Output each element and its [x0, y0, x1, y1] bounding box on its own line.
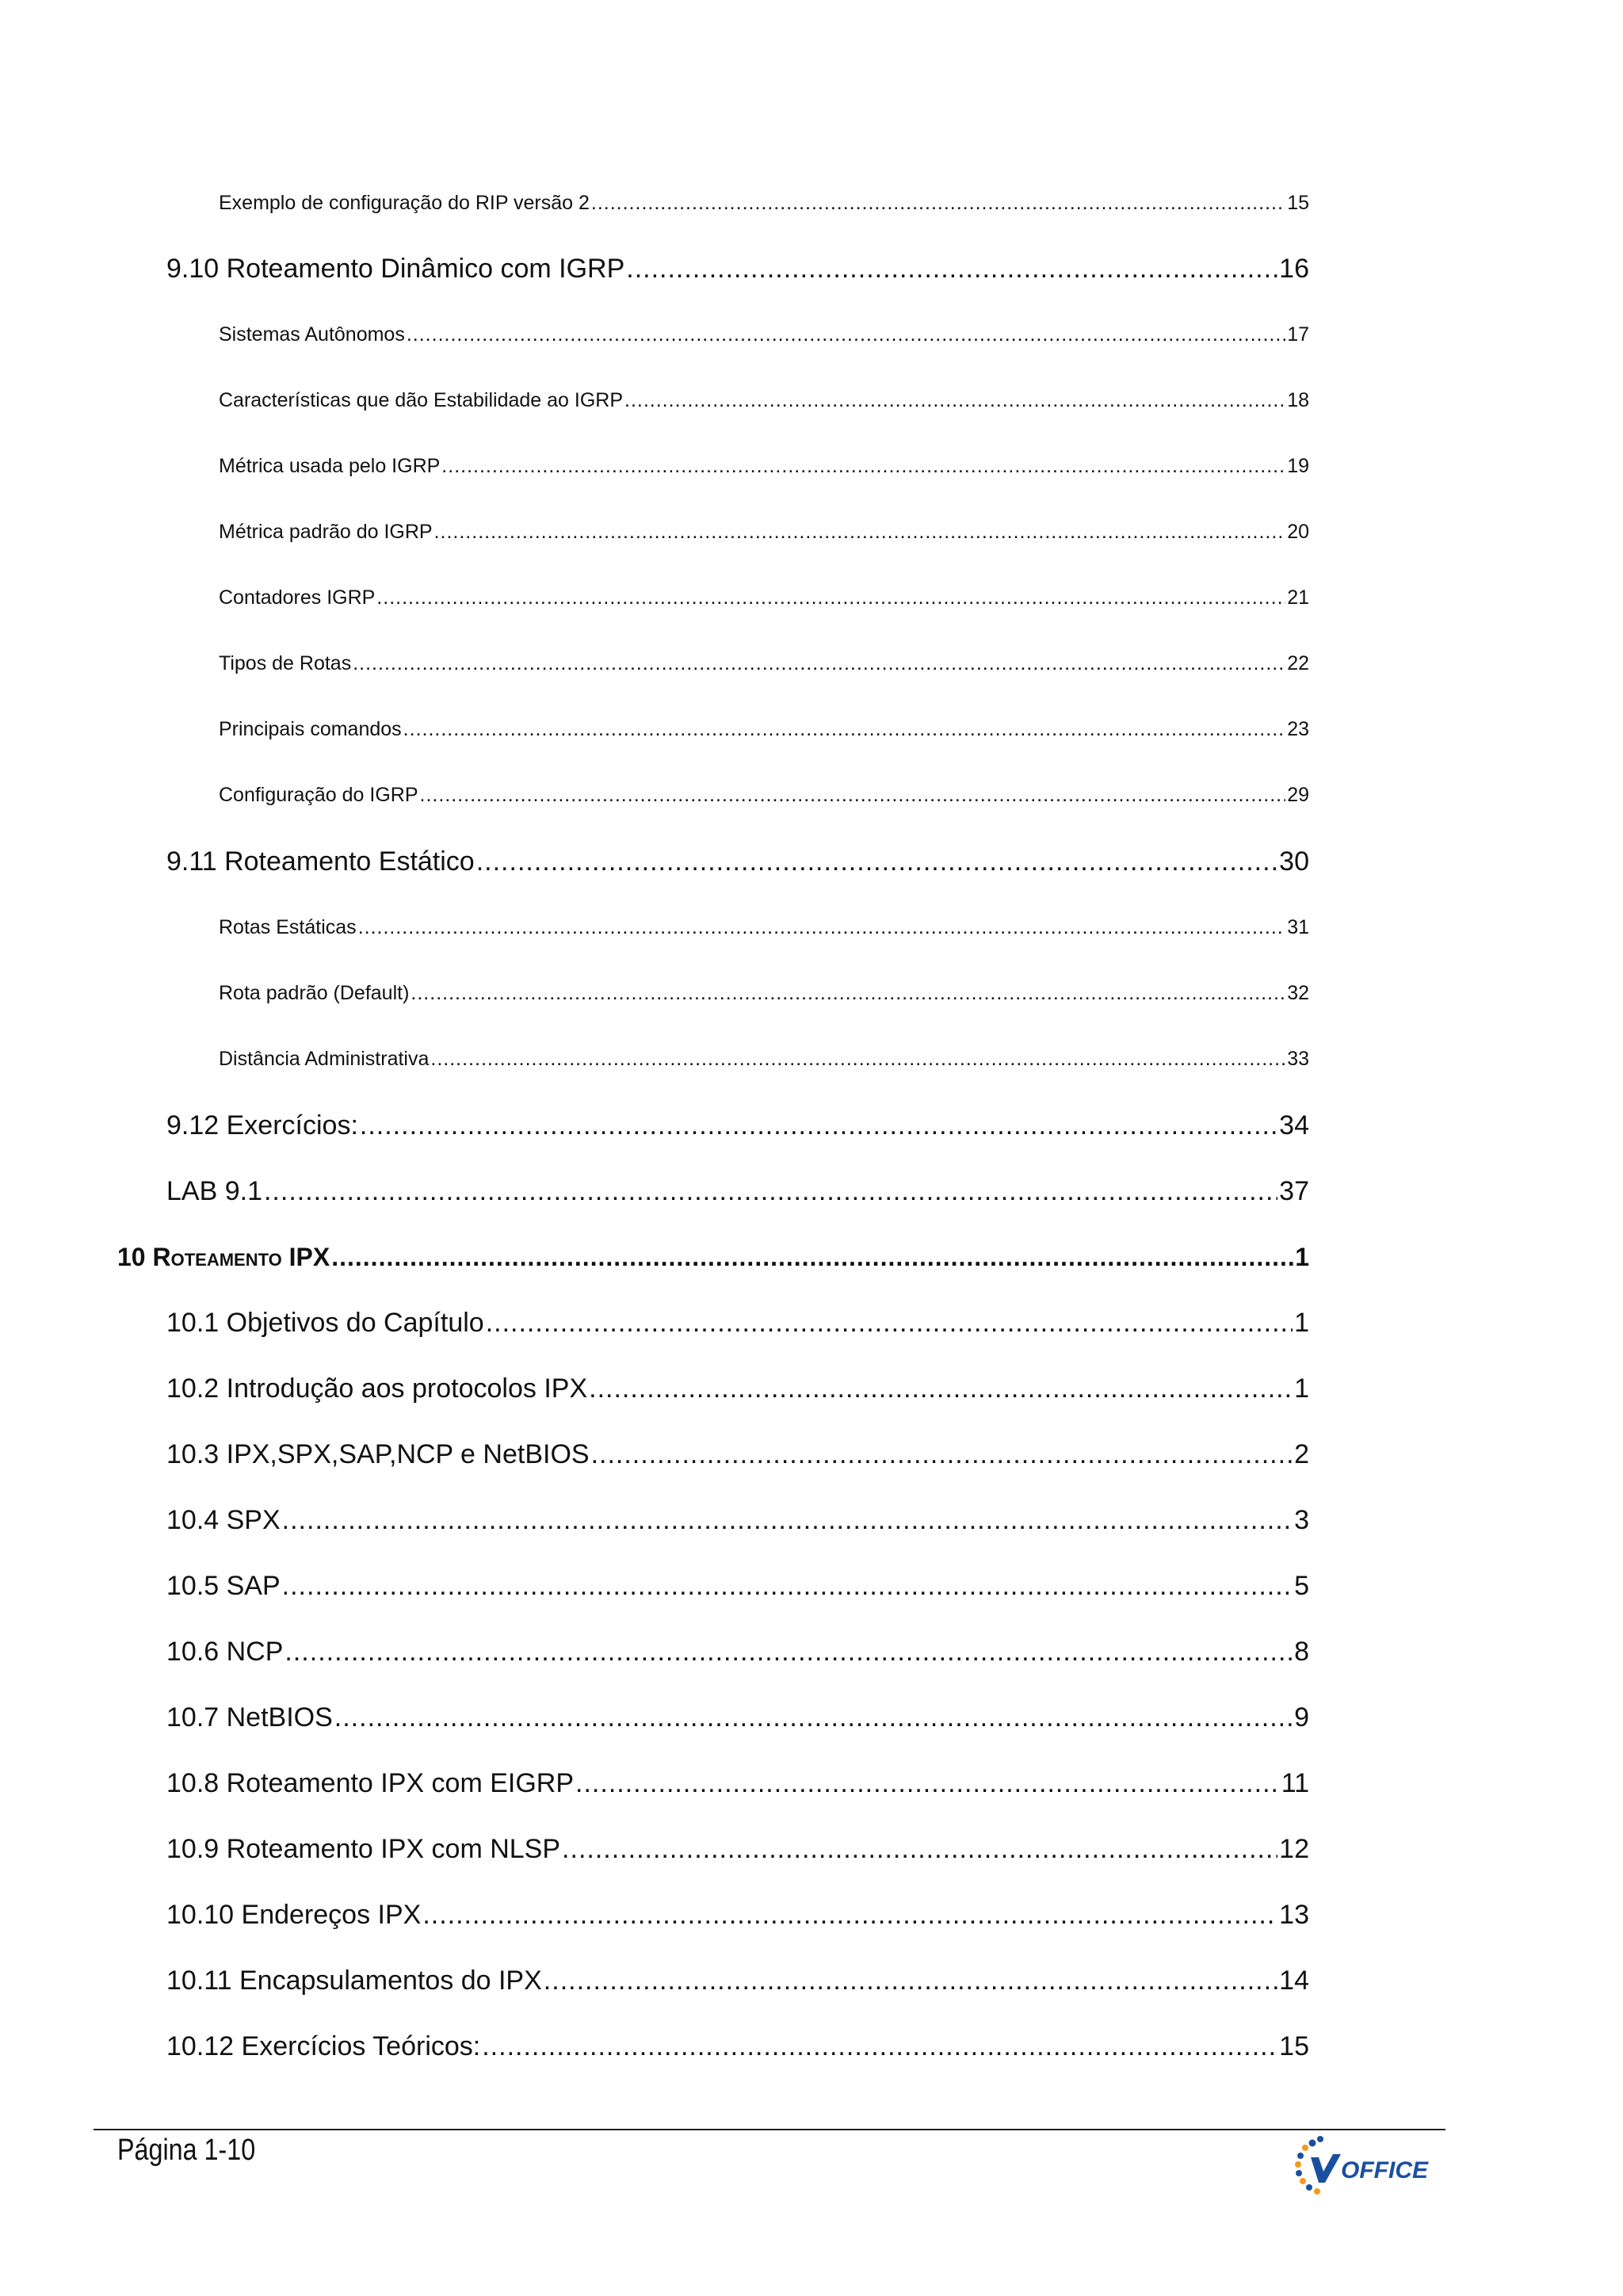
toc-entry[interactable]	[166, 1439, 1309, 1470]
toc-entry-page: 17	[1287, 323, 1309, 346]
toc-entry-page: 37	[1279, 1176, 1309, 1206]
toc-entry-page: 9	[1294, 1702, 1309, 1733]
dot-leader	[376, 586, 1285, 609]
toc-entry-label: Sistemas Autônomos	[219, 323, 405, 346]
footer-page-number: Página 1-10	[117, 2134, 256, 2167]
toc-entry-label: 10.11 Encapsulamentos do IPX	[166, 1966, 542, 1996]
toc-entry[interactable]	[166, 1966, 1309, 1996]
toc-entry-label: Características que dão Estabilidade ao IGRP	[219, 389, 623, 411]
toc-entry[interactable]	[166, 1834, 1309, 1865]
dot-leader	[624, 389, 1285, 412]
toc-entry[interactable]	[166, 1637, 1309, 1668]
dot-leader	[334, 1702, 1293, 1733]
office-logo	[1284, 2132, 1450, 2203]
toc-entry[interactable]	[219, 455, 1309, 478]
toc-entry[interactable]	[219, 323, 1309, 346]
toc-entry-label: Métrica padrão do IGRP	[219, 521, 433, 543]
dot-leader	[411, 982, 1285, 1005]
toc-entry[interactable]	[166, 1702, 1309, 1733]
toc-entry-label: Métrica usada pelo IGRP	[219, 455, 441, 477]
toc-entry-page: 14	[1279, 1966, 1309, 1996]
dot-leader	[422, 1900, 1277, 1931]
dot-leader	[430, 1048, 1285, 1071]
dot-leader	[331, 1243, 1293, 1272]
toc-entry[interactable]	[166, 1768, 1309, 1799]
toc-entry-page: 15	[1287, 192, 1309, 214]
toc-entry[interactable]	[166, 1505, 1309, 1536]
toc-entry-label: Exemplo de configuração do RIP versão 2	[219, 192, 590, 214]
toc-entry-label: Principais comandos	[219, 718, 402, 740]
toc-entry-label	[117, 1243, 330, 1272]
footer-rule	[94, 2129, 1445, 2130]
toc-entry-label: Distância Administrativa	[219, 1048, 430, 1070]
toc-entry-label: Tipos de Rotas	[219, 652, 352, 674]
toc-entry[interactable]	[219, 982, 1309, 1005]
toc-entry-label: 10.1 Objetivos do Capítulo	[166, 1308, 484, 1338]
toc-entry-label: LAB 9.1	[166, 1176, 262, 1206]
toc-entry-page: 1	[1294, 1308, 1309, 1338]
toc-entry-page: 15	[1279, 2031, 1309, 2061]
toc-entry[interactable]	[166, 2031, 1309, 2062]
dot-leader	[486, 1308, 1293, 1339]
toc-entry-page: 21	[1287, 586, 1309, 609]
chapter-title-rest: IPX	[281, 1243, 330, 1271]
toc-entry-page: 22	[1287, 652, 1309, 674]
toc-entry-page: 16	[1279, 254, 1309, 284]
dot-leader	[407, 323, 1285, 346]
chapter-title-smallcaps: OTEAMENTO	[170, 1250, 282, 1270]
toc-entry-label: 10.10 Endereços IPX	[166, 1900, 422, 1930]
toc-entry-page: 19	[1287, 455, 1309, 477]
toc-entry-page: 12	[1279, 1834, 1309, 1864]
toc-entry-label: 10.3 IPX,SPX,SAP,NCP e NetBIOS	[166, 1439, 590, 1469]
toc-entry-page: 20	[1287, 521, 1309, 543]
toc-entry-page: 3	[1294, 1505, 1309, 1535]
dot-leader	[358, 916, 1286, 939]
toc-entry-label: 10.8 Roteamento IPX com EIGRP	[166, 1768, 575, 1798]
toc-entry[interactable]	[166, 846, 1309, 877]
toc-entry-label: 10.9 Roteamento IPX com NLSP	[166, 1834, 561, 1864]
toc-entry-page: 13	[1279, 1900, 1309, 1930]
toc-entry-page: 32	[1287, 982, 1309, 1004]
logo-v-mark-icon	[1311, 2154, 1341, 2183]
dot-leader	[285, 1637, 1293, 1668]
dot-leader	[591, 192, 1285, 215]
toc-entry-label: Rotas Estáticas	[219, 916, 357, 938]
toc-entry[interactable]	[219, 192, 1309, 215]
toc-entry[interactable]	[219, 521, 1309, 544]
toc-entry-label: Contadores IGRP	[219, 586, 376, 609]
toc-entry-page: 30	[1279, 846, 1309, 877]
dot-leader	[282, 1571, 1293, 1602]
dot-leader	[591, 1439, 1293, 1470]
toc-entry[interactable]	[219, 916, 1309, 939]
dot-leader	[441, 455, 1285, 478]
toc-entry-page: 11	[1281, 1768, 1309, 1798]
dot-leader	[353, 652, 1285, 675]
toc-entry[interactable]	[166, 1176, 1309, 1207]
toc-entry-page: 31	[1287, 916, 1309, 938]
toc-entry[interactable]	[219, 389, 1309, 412]
toc-entry[interactable]	[166, 1110, 1309, 1141]
dot-leader	[476, 846, 1277, 877]
toc-entry-label: 9.10 Roteamento Dinâmico com IGRP	[166, 254, 625, 284]
toc-entry-label: 10.5 SAP	[166, 1571, 281, 1601]
toc-entry-page: 8	[1294, 1637, 1309, 1667]
toc-entry-label: Configuração do IGRP	[219, 784, 418, 806]
toc-entry-page: 2	[1294, 1439, 1309, 1469]
dot-leader	[575, 1768, 1280, 1799]
logo-wordmark: OFFICE	[1341, 2157, 1428, 2183]
dot-leader	[626, 254, 1277, 285]
toc-entry-label: 10.4 SPX	[166, 1505, 281, 1535]
toc-entry-page: 29	[1287, 784, 1309, 806]
toc-chapter-entry[interactable]	[117, 1243, 1309, 1272]
toc-entry[interactable]	[166, 1900, 1309, 1931]
toc-entry-page: 5	[1294, 1571, 1309, 1601]
toc-entry[interactable]	[166, 254, 1309, 285]
toc-entry-label: 10.6 NCP	[166, 1637, 284, 1667]
toc-entry-label: 9.12 Exercícios:	[166, 1110, 358, 1140]
toc-entry[interactable]	[219, 586, 1309, 609]
chapter-number: 10 R	[117, 1243, 171, 1271]
dot-leader	[589, 1373, 1293, 1404]
dot-leader	[420, 784, 1286, 807]
toc-entry-label: 10.12 Exercícios Teóricos:	[166, 2031, 481, 2061]
dot-leader	[403, 718, 1286, 741]
toc-entry-label: Rota padrão (Default)	[219, 982, 410, 1004]
toc-entry-page: 1	[1295, 1243, 1309, 1271]
toc-entry[interactable]	[219, 718, 1309, 741]
toc-entry-label: 10.7 NetBIOS	[166, 1702, 333, 1733]
dot-leader	[434, 521, 1286, 544]
dot-leader	[482, 2031, 1277, 2062]
toc-entry-label: 10.2 Introdução aos protocolos IPX	[166, 1373, 588, 1404]
toc-entry-label: 9.11 Roteamento Estático	[166, 846, 475, 877]
dot-leader	[544, 1966, 1277, 1996]
toc-entry[interactable]	[166, 1373, 1309, 1404]
toc-entry-page: 18	[1287, 389, 1309, 411]
toc-entry-page: 1	[1294, 1373, 1309, 1404]
toc-entry[interactable]	[219, 1048, 1309, 1071]
toc-entry[interactable]	[166, 1571, 1309, 1602]
toc-entry-page: 23	[1287, 718, 1309, 740]
toc-entry-page: 34	[1279, 1110, 1309, 1140]
toc-entry[interactable]	[166, 1308, 1309, 1339]
toc-entry[interactable]	[219, 652, 1309, 675]
dot-leader	[264, 1176, 1277, 1207]
toc-entry[interactable]	[219, 784, 1309, 807]
dot-leader	[282, 1505, 1293, 1536]
dot-leader	[562, 1834, 1277, 1865]
dot-leader	[360, 1110, 1277, 1141]
toc-entry-page: 33	[1287, 1048, 1309, 1070]
